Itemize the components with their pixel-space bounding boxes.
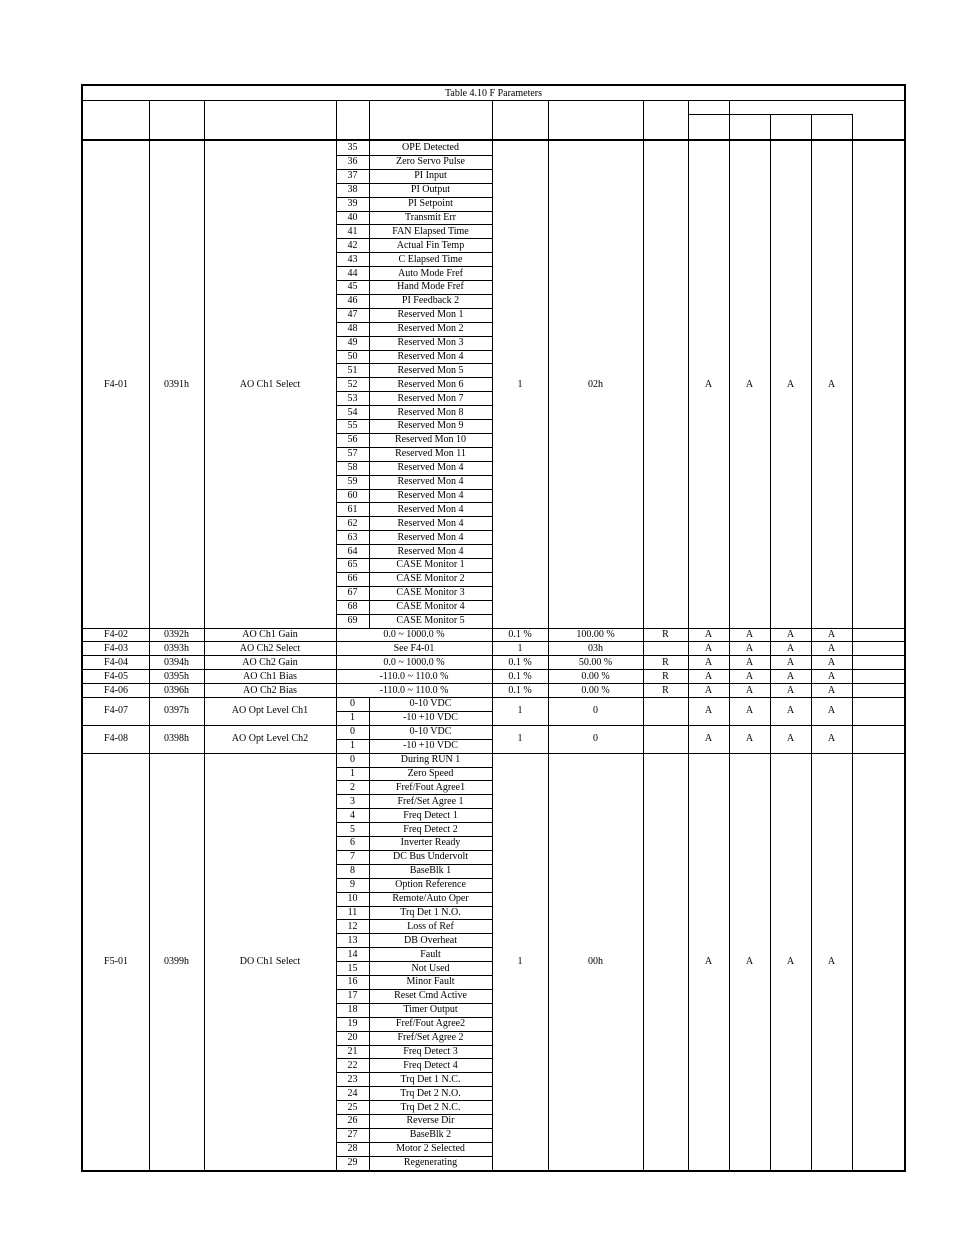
setting-desc: Zero Speed [407,767,454,779]
setting-value: 23 [347,1073,358,1085]
param-id: F4-07 [104,705,128,717]
modbus-address: 0399h [164,955,189,967]
setting-unit: 1 [517,733,523,745]
setting-desc: Reserved Mon 4 [397,489,464,501]
setting-value: 21 [347,1045,358,1057]
merged-cell-mask [369,642,370,655]
setting-desc: 0-10 VDC [409,698,452,710]
param-id: F4-08 [104,733,128,745]
factory-default: 02h [588,378,603,390]
setting-desc: Regenerating [403,1157,458,1169]
setting-desc: Fref/Fout Agree1 [395,781,466,793]
setting-desc: Minor Fault [406,976,455,988]
setting-value: 46 [347,295,358,307]
access-level: A [745,670,754,682]
column-divider [852,641,853,655]
modbus-address: 0396h [164,684,189,696]
access-level: A [745,733,754,745]
setting-desc: Freq Detect 2 [403,823,458,835]
header-column-divider [204,100,205,141]
setting-desc: CASE Monitor 2 [396,573,465,585]
modbus-address: 0397h [164,705,189,717]
access-level: A [786,378,795,390]
access-level: A [704,628,713,640]
modbus-address: 0398h [164,733,189,745]
setting-value: 3 [350,795,355,807]
setting-desc: Transmit Err [404,211,457,223]
setting-value: 67 [347,587,358,599]
access-level: A [704,955,713,967]
setting-unit: 0.1 % [508,628,532,640]
setting-desc: Reserved Mon 4 [397,517,464,529]
setting-value: 65 [347,559,358,571]
setting-value: 2 [350,781,355,793]
setting-desc: Trq Det 2 N.O. [400,1087,461,1099]
setting-unit: 0.1 % [508,684,532,696]
setting-value: 10 [347,893,358,905]
access-level: A [745,642,754,654]
param-name: AO Ch2 Gain [242,656,298,668]
change-during-run [643,141,688,628]
column-divider [852,141,853,628]
param-name: DO Ch1 Select [239,955,301,967]
setting-desc: Freq Detect 4 [403,1059,458,1071]
setting-value: 54 [347,406,358,418]
setting-desc: During RUN 1 [400,754,461,766]
setting-value: 47 [347,309,358,321]
setting-desc: Reserved Mon 1 [397,309,464,321]
setting-desc: PI Output [410,184,451,196]
setting-unit: 0.1 % [508,670,532,682]
setting-desc: Reset Cmd Active [394,990,467,1002]
setting-value: 17 [347,990,358,1002]
param-id: F4-04 [104,656,128,668]
setting-desc: Motor 2 Selected [396,1143,465,1155]
factory-default: 50.00 % [578,656,613,668]
column-divider [852,683,853,697]
access-level: A [786,955,795,967]
setting-desc: Reserved Mon 3 [397,337,464,349]
setting-desc: CASE Monitor 5 [396,615,465,627]
setting-desc: PI Input [414,170,447,182]
param-id: F4-06 [104,684,128,696]
setting-value: 52 [347,378,358,390]
access-level: A [704,378,713,390]
header-column-divider [369,100,370,141]
setting-desc: Reserved Mon 2 [397,323,464,335]
setting-value: 58 [347,462,358,474]
setting-value: 62 [347,517,358,529]
column-divider [852,725,853,753]
setting-value: 44 [347,267,358,279]
column-divider [852,655,853,669]
access-level: A [704,670,713,682]
setting-desc: OPE Detected [402,142,459,154]
header-access-subrule [689,114,853,115]
setting-desc: Reserved Mon 9 [397,420,464,432]
setting-value: 56 [347,434,358,446]
setting-value: 0 [350,698,355,710]
access-level: A [827,656,836,668]
setting-value: 51 [347,364,358,376]
change-during-run [643,697,688,725]
setting-value: 63 [347,531,358,543]
setting-value: 5 [350,823,355,835]
setting-desc: Fault [420,948,441,960]
setting-desc: Trq Det 1 N.O. [400,906,461,918]
param-name: AO Ch1 Gain [242,628,298,640]
setting-value: 0 [350,726,355,738]
setting-desc: CASE Monitor 1 [396,559,465,571]
setting-desc: Trq Det 1 N.C. [400,1073,461,1085]
setting-value: 53 [347,392,358,404]
change-during-run [643,641,688,655]
access-level: A [827,378,836,390]
setting-desc: Freq Detect 1 [403,809,458,821]
setting-desc: Reserved Mon 11 [395,448,466,460]
setting-desc: Reserved Mon 4 [397,350,464,362]
change-during-run: R [662,656,669,668]
setting-desc: Reserved Mon 8 [397,406,464,418]
factory-default: 0.00 % [581,670,610,682]
access-level: A [704,642,713,654]
setting-desc: Auto Mode Fref [398,267,463,279]
setting-desc: Reverse Dir [406,1115,455,1127]
access-level: A [786,670,795,682]
setting-value: 45 [347,281,358,293]
setting-value: 9 [350,879,355,891]
factory-default: 100.00 % [576,628,615,640]
access-level: A [827,705,836,717]
modbus-address: 0394h [164,656,189,668]
setting-value: 0 [350,754,355,766]
param-id: F5-01 [104,955,128,967]
header-column-divider [770,114,771,141]
setting-value: 18 [347,1004,358,1016]
setting-value: 29 [347,1157,358,1169]
header-column-divider [548,100,549,141]
setting-value: 15 [347,962,358,974]
setting-value: 35 [347,142,358,154]
setting-value: 37 [347,170,358,182]
access-level: A [745,656,754,668]
factory-default: 0 [593,705,598,717]
setting-value: 61 [347,503,358,515]
change-during-run: R [662,670,669,682]
access-level: A [786,705,795,717]
access-level: A [745,705,754,717]
setting-desc: Reserved Mon 10 [394,434,467,446]
setting-desc: PI Setpoint [408,198,453,210]
setting-desc: Freq Detect 3 [403,1045,458,1057]
setting-desc: 0.0 ~ 1000.0 % [383,628,445,640]
header-column-divider [492,100,493,141]
access-level: A [745,378,754,390]
setting-unit: 1 [517,378,523,390]
param-id: F4-03 [104,642,128,654]
setting-desc: -110.0 ~ 110.0 % [379,684,449,696]
setting-value: 16 [347,976,358,988]
setting-value: 1 [350,767,355,779]
setting-desc: DC Bus Undervolt [393,851,468,863]
factory-default: 0.00 % [581,684,610,696]
access-level: A [704,656,713,668]
param-id: F4-02 [104,628,128,640]
setting-desc: Reserved Mon 7 [397,392,464,404]
setting-desc: Not Used [411,962,450,974]
param-name: AO Ch1 Bias [243,670,297,682]
access-level: A [827,955,836,967]
param-name: AO Opt Level Ch2 [231,733,309,745]
factory-default: 03h [588,642,603,654]
setting-value: 43 [347,253,358,265]
access-level: A [704,684,713,696]
setting-desc: DB Overheat [403,934,458,946]
change-during-run [643,753,688,1170]
factory-default: 0 [593,733,598,745]
setting-desc: CASE Monitor 4 [396,601,465,613]
setting-value: 25 [347,1101,358,1113]
setting-value: 14 [347,948,358,960]
setting-desc: -110.0 ~ 110.0 % [379,670,449,682]
header-column-divider [149,100,150,141]
setting-desc: Reserved Mon 5 [397,364,464,376]
access-level: A [786,733,795,745]
setting-value: 11 [347,906,358,918]
modbus-address: 0392h [164,628,189,640]
setting-desc: Fref/Set Agree 2 [397,1032,464,1044]
setting-value: 38 [347,184,358,196]
setting-value: 19 [347,1018,358,1030]
setting-value: 20 [347,1032,358,1044]
column-divider [852,753,853,1170]
setting-desc: Reserved Mon 4 [397,531,464,543]
access-level: A [704,733,713,745]
header-column-divider [729,100,730,141]
setting-desc: -10 +10 VDC [403,740,458,752]
access-level: A [827,670,836,682]
setting-value: 36 [347,156,358,168]
access-level: A [786,628,795,640]
param-id: F4-05 [104,670,128,682]
setting-desc: Hand Mode Fref [397,281,464,293]
setting-value: 42 [347,239,358,251]
setting-value: 12 [347,920,358,932]
setting-value: 59 [347,476,358,488]
header-top-rule [83,100,904,101]
setting-value: 1 [350,712,355,724]
access-level: A [827,733,836,745]
setting-unit: 0.1 % [508,656,532,668]
setting-desc: Remote/Auto Oper [392,893,469,905]
access-level: A [827,642,836,654]
header-column-divider [852,114,853,141]
setting-value: 48 [347,323,358,335]
access-level: A [827,684,836,696]
setting-desc: Option Reference [395,879,466,891]
setting-value: 50 [347,350,358,362]
setting-value: 66 [347,573,358,585]
param-name: AO Ch2 Bias [243,684,297,696]
header-column-divider [811,114,812,141]
modbus-address: 0393h [164,642,189,654]
setting-desc: Fref/Fout Agree2 [395,1018,466,1030]
setting-unit: 1 [517,955,523,967]
setting-desc: Reserved Mon 4 [397,545,464,557]
setting-value: 24 [347,1087,358,1099]
setting-value: 41 [347,225,358,237]
setting-value: 55 [347,420,358,432]
setting-value: 49 [347,337,358,349]
setting-desc: Zero Servo Pulse [396,156,465,168]
access-level: A [745,684,754,696]
access-level: A [786,684,795,696]
setting-desc: Reserved Mon 4 [397,462,464,474]
setting-value: 22 [347,1059,358,1071]
access-level: A [745,955,754,967]
setting-value: 57 [347,448,358,460]
column-divider [852,628,853,642]
header-column-divider [688,100,689,141]
setting-value: 64 [347,545,358,557]
access-level: A [704,705,713,717]
factory-default: 00h [588,955,603,967]
column-divider [852,697,853,725]
setting-unit: 1 [517,642,523,654]
setting-desc: C Elapsed Time [398,253,463,265]
column-divider [852,669,853,683]
setting-desc: Timer Output [403,1004,458,1016]
merged-cell-mask [369,670,370,683]
merged-cell-mask [369,656,370,669]
setting-desc: CASE Monitor 3 [396,587,465,599]
access-level: A [786,642,795,654]
change-during-run: R [662,684,669,696]
setting-value: 4 [350,809,355,821]
setting-value: 60 [347,489,358,501]
setting-desc: FAN Elapsed Time [392,225,469,237]
header-column-divider [643,100,644,141]
header-column-divider [336,100,337,141]
access-level: A [745,628,754,640]
parameter-table [81,84,906,1172]
setting-value: 8 [350,865,355,877]
modbus-address: 0391h [164,378,189,390]
setting-value: 26 [347,1115,358,1127]
setting-value: 1 [350,740,355,752]
setting-desc: Loss of Ref [407,920,454,932]
param-name: AO Ch2 Select [239,642,301,654]
setting-value: 27 [347,1129,358,1141]
table-caption: Table 4.10 F Parameters [444,88,543,99]
setting-desc: See F4-01 [393,642,435,654]
setting-desc: PI Feedback 2 [401,295,460,307]
merged-cell-mask [369,684,370,697]
setting-value: 39 [347,198,358,210]
setting-desc: Fref/Set Agree 1 [397,795,464,807]
setting-value: 13 [347,934,358,946]
modbus-address: 0395h [164,670,189,682]
merged-cell-mask [369,629,370,642]
setting-desc: Reserved Mon 4 [397,503,464,515]
setting-value: 7 [350,851,355,863]
setting-value: 40 [347,211,358,223]
change-during-run [643,725,688,753]
param-name: AO Opt Level Ch1 [231,705,309,717]
setting-desc: Inverter Ready [400,837,461,849]
setting-desc: -10 +10 VDC [403,712,458,724]
setting-desc: 0-10 VDC [409,726,452,738]
setting-desc: Actual Fin Temp [396,239,465,251]
param-id: F4-01 [104,378,128,390]
setting-value: 28 [347,1143,358,1155]
setting-value: 69 [347,615,358,627]
setting-desc: Reserved Mon 4 [397,476,464,488]
setting-desc: BaseBlk 1 [409,865,452,877]
setting-desc: BaseBlk 2 [409,1129,452,1141]
setting-desc: Reserved Mon 6 [397,378,464,390]
setting-value: 6 [350,837,355,849]
access-level: A [786,656,795,668]
change-during-run: R [662,628,669,640]
access-level: A [827,628,836,640]
setting-desc: Trq Det 2 N.C. [400,1101,461,1113]
param-name: AO Ch1 Select [239,378,301,390]
setting-desc: 0.0 ~ 1000.0 % [383,656,445,668]
setting-value: 68 [347,601,358,613]
setting-unit: 1 [517,705,523,717]
